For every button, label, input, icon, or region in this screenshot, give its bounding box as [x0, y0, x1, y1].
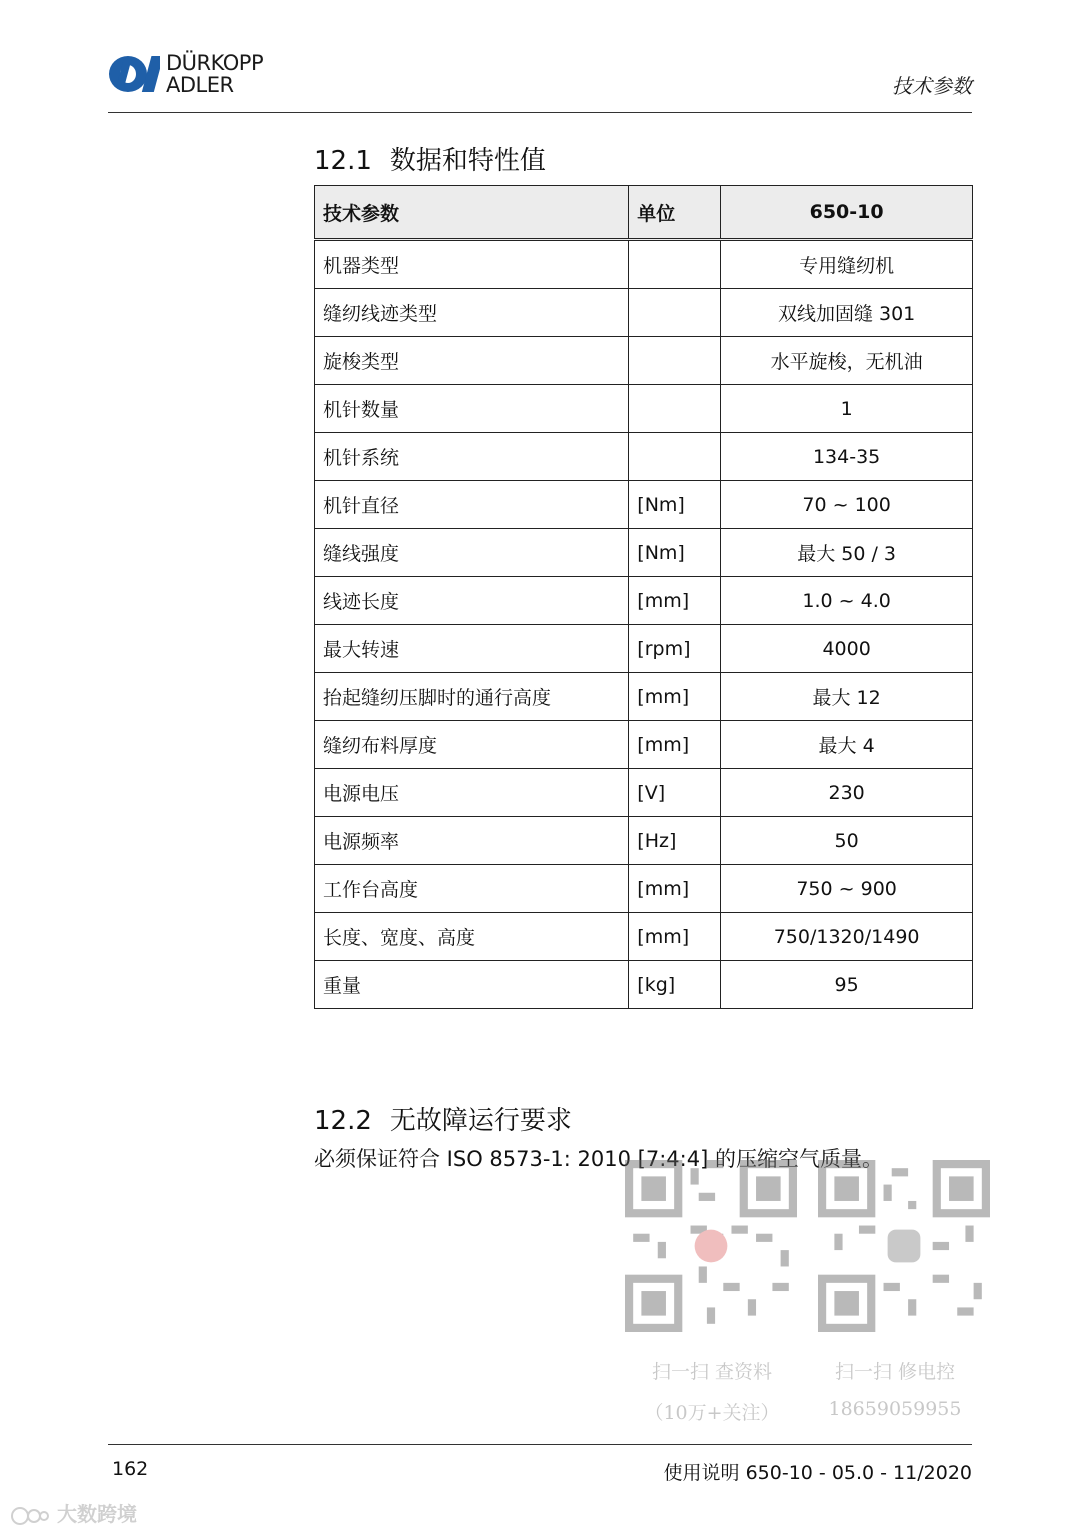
param-cell: 缝纫布料厚度: [315, 721, 629, 769]
table-row: [315, 673, 973, 721]
value-cell: 双线加固缝 301: [721, 289, 973, 337]
value-cell: 134-35: [721, 433, 973, 481]
qr-caption-line: 扫一扫 查资料: [651, 1361, 773, 1383]
unit-cell: [mm]: [629, 721, 721, 769]
param-cell: 电源频率: [315, 817, 629, 865]
table-header-row: [315, 186, 973, 240]
param-cell: 机针直径: [315, 481, 629, 529]
unit-cell: [Nm]: [629, 481, 721, 529]
site-watermark: [10, 1498, 137, 1528]
table-row: [315, 817, 973, 865]
param-cell: 工作台高度: [315, 865, 629, 913]
qr-code-icon: [625, 1160, 797, 1332]
value-cell: 750/1320/1490: [721, 913, 973, 961]
value-cell: 50: [721, 817, 973, 865]
unit-cell: [Hz]: [629, 817, 721, 865]
table-row: [315, 721, 973, 769]
qr-code-icon: [818, 1160, 990, 1332]
value-cell: 70 ~ 100: [721, 481, 973, 529]
unit-cell: [Nm]: [629, 529, 721, 577]
unit-cell: [V]: [629, 769, 721, 817]
param-cell: 抬起缝纫压脚时的通行高度: [315, 673, 629, 721]
brand-line-1: DÜRKOPP: [166, 51, 264, 75]
section-title: 数据和特性值: [389, 146, 546, 176]
param-cell: 重量: [315, 961, 629, 1009]
qr-caption-line: 扫一扫 修电控: [834, 1361, 956, 1383]
unit-cell: [mm]: [629, 913, 721, 961]
param-cell: 机针数量: [315, 385, 629, 433]
header-parameter: 技术参数: [315, 186, 629, 240]
value-cell: 750 ~ 900: [721, 865, 973, 913]
specifications-table: [314, 185, 973, 1009]
param-cell: 电源电压: [315, 769, 629, 817]
table-row: [315, 481, 973, 529]
table-row: [315, 913, 973, 961]
value-cell: 230: [721, 769, 973, 817]
unit-cell: [629, 240, 721, 289]
header-model: 650-10: [721, 186, 973, 240]
value-cell: 最大 4: [721, 721, 973, 769]
brand-logo: [108, 52, 288, 96]
param-cell: 线迹长度: [315, 577, 629, 625]
section-body-text: 必须保证符合 ISO 8573-1: 2010 [7:4:4] 的压缩空气质量。: [314, 1147, 883, 1171]
table-row: [315, 385, 973, 433]
value-cell: 水平旋梭，无机油: [721, 337, 973, 385]
table-row: [315, 865, 973, 913]
value-cell: 4000: [721, 625, 973, 673]
table-row: [315, 625, 973, 673]
qr-caption-right: [800, 1357, 990, 1420]
footer-divider: [108, 1444, 972, 1445]
chapter-title: 技术参数: [892, 74, 972, 98]
header-divider: [108, 112, 972, 113]
param-cell: 旋梭类型: [315, 337, 629, 385]
table-row: [315, 289, 973, 337]
section-number: 12.1: [314, 146, 372, 176]
unit-cell: [629, 337, 721, 385]
unit-cell: [mm]: [629, 673, 721, 721]
value-cell: 最大 50 / 3: [721, 529, 973, 577]
table-row: [315, 769, 973, 817]
section-title: 无故障运行要求: [389, 1106, 572, 1136]
param-cell: 缝线强度: [315, 529, 629, 577]
param-cell: 机针系统: [315, 433, 629, 481]
header-unit: 单位: [629, 186, 721, 240]
table-row: [315, 240, 973, 289]
unit-cell: [629, 433, 721, 481]
section-heading-12-2: [314, 1100, 572, 1137]
unit-cell: [mm]: [629, 865, 721, 913]
table-row: [315, 529, 973, 577]
unit-cell: [629, 385, 721, 433]
table-row: [315, 961, 973, 1009]
param-cell: 最大转速: [315, 625, 629, 673]
document-reference: 使用说明 650-10 - 05.0 - 11/2020: [663, 1462, 972, 1484]
qr-caption-left: [617, 1357, 807, 1425]
param-cell: 缝纫线迹类型: [315, 289, 629, 337]
value-cell: 最大 12: [721, 673, 973, 721]
param-cell: 长度、宽度、高度: [315, 913, 629, 961]
page-number: 162: [112, 1458, 149, 1480]
watermark-text: 大数跨境: [56, 1502, 137, 1526]
unit-cell: [mm]: [629, 577, 721, 625]
unit-cell: [629, 289, 721, 337]
section-number: 12.2: [314, 1106, 372, 1136]
table-row: [315, 577, 973, 625]
value-cell: 1: [721, 385, 973, 433]
unit-cell: [rpm]: [629, 625, 721, 673]
param-cell: 机器类型: [315, 240, 629, 289]
table-row: [315, 337, 973, 385]
unit-cell: [kg]: [629, 961, 721, 1009]
table-row: [315, 433, 973, 481]
qr-caption-line: 18659059955: [828, 1398, 962, 1420]
brand-name: [166, 52, 263, 96]
value-cell: 95: [721, 961, 973, 1009]
section-heading-12-1: [314, 140, 546, 177]
watermark-logo-icon: [10, 1504, 50, 1528]
value-cell: 1.0 ~ 4.0: [721, 577, 973, 625]
value-cell: 专用缝纫机: [721, 240, 973, 289]
duerkopp-adler-logo-icon: [108, 54, 160, 94]
qr-caption-line: （10万+关注）: [644, 1402, 780, 1424]
brand-line-2: ADLER: [166, 73, 234, 97]
